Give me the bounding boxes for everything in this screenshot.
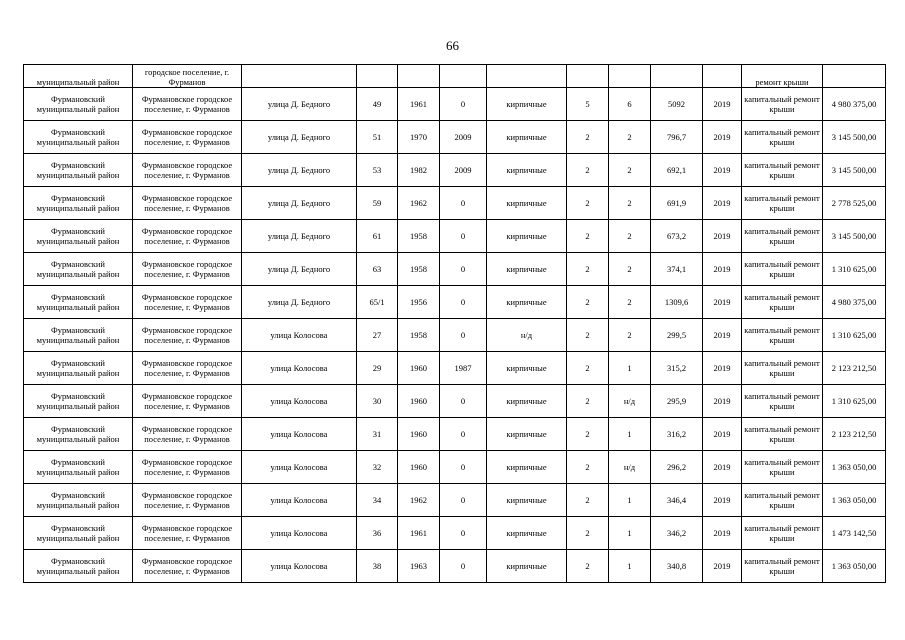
cell-plan-year: 2019 — [703, 154, 742, 187]
cell-plan-year: 2019 — [703, 220, 742, 253]
table-row — [24, 451, 886, 484]
cell-settlement: Фурмановское городское поселение, г. Фурманов — [133, 418, 242, 451]
cell-year-renovated: 0 — [440, 484, 487, 517]
cell-cost: 1 310 625,00 — [823, 253, 886, 286]
cell-house: 59 — [357, 187, 398, 220]
cell-street: улица Д. Бедного — [242, 88, 357, 121]
cell-material: кирпичные — [487, 121, 567, 154]
table-row — [24, 88, 886, 121]
cell-district: муниципальный район — [24, 65, 133, 88]
cell-floors: 2 — [567, 550, 609, 583]
cell-settlement: Фурмановское городское поселение, г. Фурманов — [133, 121, 242, 154]
cell-material: кирпичные — [487, 484, 567, 517]
cell-area: 796,7 — [651, 121, 703, 154]
cell-floors — [567, 65, 609, 88]
page-number: 66 — [446, 38, 459, 53]
cell-year-built: 1961 — [398, 88, 440, 121]
cell-year-built: 1960 — [398, 451, 440, 484]
cell-settlement: Фурмановское городское поселение, г. Фурманов — [133, 352, 242, 385]
table-row — [24, 253, 886, 286]
cell-work: капитальный ремонт крыши — [742, 319, 823, 352]
table-row — [24, 154, 886, 187]
cell-district: Фурмановский муниципальный район — [24, 121, 133, 154]
cell-district: Фурмановский муниципальный район — [24, 319, 133, 352]
cell-settlement: Фурмановское городское поселение, г. Фурманов — [133, 253, 242, 286]
cell-cost: 3 145 500,00 — [823, 121, 886, 154]
cell-street: улица Колосова — [242, 352, 357, 385]
cell-work: капитальный ремонт крыши — [742, 154, 823, 187]
cell-house: 61 — [357, 220, 398, 253]
cell-settlement: Фурмановское городское поселение, г. Фурманов — [133, 550, 242, 583]
cell-street: улица Колосова — [242, 385, 357, 418]
cell-material: кирпичные — [487, 88, 567, 121]
cell-street: улица Колосова — [242, 550, 357, 583]
cell-material: кирпичные — [487, 286, 567, 319]
cell-year-renovated: 0 — [440, 286, 487, 319]
cell-entrances: 2 — [609, 253, 651, 286]
table-row — [24, 187, 886, 220]
table-row — [24, 286, 886, 319]
cell-street: улица Д. Бедного — [242, 154, 357, 187]
cell-entrances: 2 — [609, 121, 651, 154]
cell-floors: 5 — [567, 88, 609, 121]
cell-plan-year: 2019 — [703, 286, 742, 319]
cell-area — [651, 65, 703, 88]
cell-material: кирпичные — [487, 220, 567, 253]
cell-year-built: 1961 — [398, 517, 440, 550]
cell-material: кирпичные — [487, 187, 567, 220]
cell-street: улица Колосова — [242, 517, 357, 550]
cell-cost: 1 310 625,00 — [823, 385, 886, 418]
cell-work: капитальный ремонт крыши — [742, 517, 823, 550]
cell-entrances: 1 — [609, 517, 651, 550]
cell-floors: 2 — [567, 451, 609, 484]
cell-street: улица Д. Бедного — [242, 220, 357, 253]
cell-year-built: 1982 — [398, 154, 440, 187]
cell-area: 299,5 — [651, 319, 703, 352]
cell-plan-year: 2019 — [703, 319, 742, 352]
cell-cost: 4 980 375,00 — [823, 88, 886, 121]
table-row — [24, 484, 886, 517]
cell-house — [357, 65, 398, 88]
cell-material: кирпичные — [487, 418, 567, 451]
cell-area: 295,9 — [651, 385, 703, 418]
cell-entrances: 2 — [609, 154, 651, 187]
cell-entrances: 2 — [609, 187, 651, 220]
cell-settlement: Фурмановское городское поселение, г. Фурманов — [133, 517, 242, 550]
cell-entrances: 1 — [609, 418, 651, 451]
cell-year-renovated: 2009 — [440, 154, 487, 187]
cell-work: капитальный ремонт крыши — [742, 88, 823, 121]
cell-year-renovated: 0 — [440, 88, 487, 121]
cell-year-renovated: 0 — [440, 550, 487, 583]
cell-floors: 2 — [567, 253, 609, 286]
cell-cost: 1 473 142,50 — [823, 517, 886, 550]
cell-district: Фурмановский муниципальный район — [24, 517, 133, 550]
cell-entrances: н/д — [609, 451, 651, 484]
cell-year-built: 1962 — [398, 484, 440, 517]
cell-year-built: 1956 — [398, 286, 440, 319]
cell-house: 31 — [357, 418, 398, 451]
cell-floors: 2 — [567, 385, 609, 418]
cell-house: 53 — [357, 154, 398, 187]
cell-plan-year: 2019 — [703, 352, 742, 385]
cell-floors: 2 — [567, 187, 609, 220]
cell-street — [242, 65, 357, 88]
table-row — [24, 385, 886, 418]
cell-cost: 1 310 625,00 — [823, 319, 886, 352]
cell-entrances: 2 — [609, 220, 651, 253]
cell-street: улица Колосова — [242, 484, 357, 517]
cell-cost: 4 980 375,00 — [823, 286, 886, 319]
cell-settlement: Фурмановское городское поселение, г. Фурманов — [133, 187, 242, 220]
cell-house: 34 — [357, 484, 398, 517]
cell-street: улица Д. Бедного — [242, 187, 357, 220]
table-row — [24, 418, 886, 451]
cell-district: Фурмановский муниципальный район — [24, 418, 133, 451]
cell-district: Фурмановский муниципальный район — [24, 286, 133, 319]
table-row — [24, 220, 886, 253]
cell-street: улица Колосова — [242, 418, 357, 451]
table-body — [24, 65, 886, 583]
cell-cost: 3 145 500,00 — [823, 154, 886, 187]
cell-cost: 1 363 050,00 — [823, 550, 886, 583]
table-row — [24, 550, 886, 583]
cell-material: кирпичные — [487, 253, 567, 286]
cell-settlement: городское поселение, г. Фурманов — [133, 65, 242, 88]
cell-floors: 2 — [567, 418, 609, 451]
cell-year-built: 1958 — [398, 253, 440, 286]
cell-year-built: 1970 — [398, 121, 440, 154]
cell-floors: 2 — [567, 286, 609, 319]
cell-house: 38 — [357, 550, 398, 583]
cell-street: улица Д. Бедного — [242, 253, 357, 286]
cell-area: 1309,6 — [651, 286, 703, 319]
cell-district: Фурмановский муниципальный район — [24, 484, 133, 517]
cell-district: Фурмановский муниципальный район — [24, 88, 133, 121]
cell-material: кирпичные — [487, 451, 567, 484]
cell-plan-year: 2019 — [703, 451, 742, 484]
cell-entrances: 1 — [609, 550, 651, 583]
cell-plan-year: 2019 — [703, 418, 742, 451]
cell-year-renovated: 0 — [440, 517, 487, 550]
cell-district: Фурмановский муниципальный район — [24, 352, 133, 385]
cell-floors: 2 — [567, 154, 609, 187]
cell-year-built: 1960 — [398, 418, 440, 451]
cell-settlement: Фурмановское городское поселение, г. Фурманов — [133, 451, 242, 484]
table-row — [24, 352, 886, 385]
cell-work: капитальный ремонт крыши — [742, 220, 823, 253]
cell-settlement: Фурмановское городское поселение, г. Фурманов — [133, 484, 242, 517]
cell-work: капитальный ремонт крыши — [742, 550, 823, 583]
cell-cost: 2 123 212,50 — [823, 352, 886, 385]
cell-year-renovated — [440, 65, 487, 88]
cell-house: 63 — [357, 253, 398, 286]
table-row — [24, 517, 886, 550]
cell-entrances — [609, 65, 651, 88]
cell-plan-year: 2019 — [703, 517, 742, 550]
table-row-partial — [24, 65, 886, 88]
cell-work: капитальный ремонт крыши — [742, 418, 823, 451]
cell-district: Фурмановский муниципальный район — [24, 385, 133, 418]
cell-house: 27 — [357, 319, 398, 352]
cell-street: улица Д. Бедного — [242, 121, 357, 154]
cell-house: 49 — [357, 88, 398, 121]
cell-year-renovated: 0 — [440, 319, 487, 352]
cell-settlement: Фурмановское городское поселение, г. Фурманов — [133, 220, 242, 253]
roof-repair-table — [23, 64, 886, 583]
cell-cost: 2 778 525,00 — [823, 187, 886, 220]
cell-work: капитальный ремонт крыши — [742, 253, 823, 286]
cell-settlement: Фурмановское городское поселение, г. Фурманов — [133, 385, 242, 418]
cell-cost: 2 123 212,50 — [823, 418, 886, 451]
cell-cost: 1 363 050,00 — [823, 451, 886, 484]
cell-plan-year — [703, 65, 742, 88]
cell-year-built: 1962 — [398, 187, 440, 220]
cell-year-built: 1958 — [398, 220, 440, 253]
cell-material — [487, 65, 567, 88]
cell-entrances: 6 — [609, 88, 651, 121]
cell-entrances: 2 — [609, 286, 651, 319]
cell-street: улица Колосова — [242, 451, 357, 484]
table-row — [24, 121, 886, 154]
cell-house: 32 — [357, 451, 398, 484]
cell-floors: 2 — [567, 121, 609, 154]
cell-floors: 2 — [567, 220, 609, 253]
cell-plan-year: 2019 — [703, 484, 742, 517]
cell-street: улица Д. Бедного — [242, 286, 357, 319]
cell-work: капитальный ремонт крыши — [742, 385, 823, 418]
cell-district: Фурмановский муниципальный район — [24, 187, 133, 220]
cell-floors: 2 — [567, 517, 609, 550]
cell-district: Фурмановский муниципальный район — [24, 550, 133, 583]
cell-settlement: Фурмановское городское поселение, г. Фурманов — [133, 286, 242, 319]
cell-settlement: Фурмановское городское поселение, г. Фурманов — [133, 154, 242, 187]
cell-year-renovated: 0 — [440, 418, 487, 451]
cell-area: 296,2 — [651, 451, 703, 484]
cell-settlement: Фурмановское городское поселение, г. Фурманов — [133, 88, 242, 121]
cell-year-built: 1960 — [398, 385, 440, 418]
cell-area: 691,9 — [651, 187, 703, 220]
cell-floors: 2 — [567, 484, 609, 517]
cell-material: кирпичные — [487, 154, 567, 187]
cell-work: капитальный ремонт крыши — [742, 352, 823, 385]
cell-year-renovated: 0 — [440, 253, 487, 286]
cell-district: Фурмановский муниципальный район — [24, 154, 133, 187]
cell-work: капитальный ремонт крыши — [742, 187, 823, 220]
cell-entrances: 1 — [609, 484, 651, 517]
cell-cost — [823, 65, 886, 88]
cell-street: улица Колосова — [242, 319, 357, 352]
cell-work: капитальный ремонт крыши — [742, 121, 823, 154]
cell-area: 692,1 — [651, 154, 703, 187]
cell-house: 29 — [357, 352, 398, 385]
cell-house: 36 — [357, 517, 398, 550]
cell-entrances: 2 — [609, 319, 651, 352]
cell-floors: 2 — [567, 352, 609, 385]
cell-house: 51 — [357, 121, 398, 154]
cell-district: Фурмановский муниципальный район — [24, 253, 133, 286]
cell-year-built: 1958 — [398, 319, 440, 352]
cell-year-built: 1960 — [398, 352, 440, 385]
cell-area: 5092 — [651, 88, 703, 121]
cell-material: кирпичные — [487, 550, 567, 583]
cell-year-renovated: 2009 — [440, 121, 487, 154]
cell-area: 346,4 — [651, 484, 703, 517]
cell-work: ремонт крыши — [742, 65, 823, 88]
cell-year-built — [398, 65, 440, 88]
cell-plan-year: 2019 — [703, 550, 742, 583]
cell-material: н/д — [487, 319, 567, 352]
cell-plan-year: 2019 — [703, 187, 742, 220]
table-row — [24, 319, 886, 352]
cell-material: кирпичные — [487, 352, 567, 385]
cell-plan-year: 2019 — [703, 88, 742, 121]
cell-area: 374,1 — [651, 253, 703, 286]
cell-house: 65/1 — [357, 286, 398, 319]
cell-year-renovated: 0 — [440, 187, 487, 220]
cell-house: 30 — [357, 385, 398, 418]
cell-year-renovated: 1987 — [440, 352, 487, 385]
cell-plan-year: 2019 — [703, 385, 742, 418]
cell-area: 315,2 — [651, 352, 703, 385]
cell-year-renovated: 0 — [440, 451, 487, 484]
cell-entrances: н/д — [609, 385, 651, 418]
cell-district: Фурмановский муниципальный район — [24, 451, 133, 484]
cell-work: капитальный ремонт крыши — [742, 451, 823, 484]
cell-district: Фурмановский муниципальный район — [24, 220, 133, 253]
cell-year-renovated: 0 — [440, 220, 487, 253]
cell-cost: 3 145 500,00 — [823, 220, 886, 253]
cell-floors: 2 — [567, 319, 609, 352]
cell-work: капитальный ремонт крыши — [742, 286, 823, 319]
cell-area: 673,2 — [651, 220, 703, 253]
cell-year-renovated: 0 — [440, 385, 487, 418]
cell-area: 340,8 — [651, 550, 703, 583]
cell-year-built: 1963 — [398, 550, 440, 583]
cell-cost: 1 363 050,00 — [823, 484, 886, 517]
cell-plan-year: 2019 — [703, 253, 742, 286]
cell-work: капитальный ремонт крыши — [742, 484, 823, 517]
cell-material: кирпичные — [487, 517, 567, 550]
cell-plan-year: 2019 — [703, 121, 742, 154]
cell-area: 316,2 — [651, 418, 703, 451]
cell-area: 346,2 — [651, 517, 703, 550]
cell-material: кирпичные — [487, 385, 567, 418]
cell-settlement: Фурмановское городское поселение, г. Фурманов — [133, 319, 242, 352]
cell-entrances: 1 — [609, 352, 651, 385]
